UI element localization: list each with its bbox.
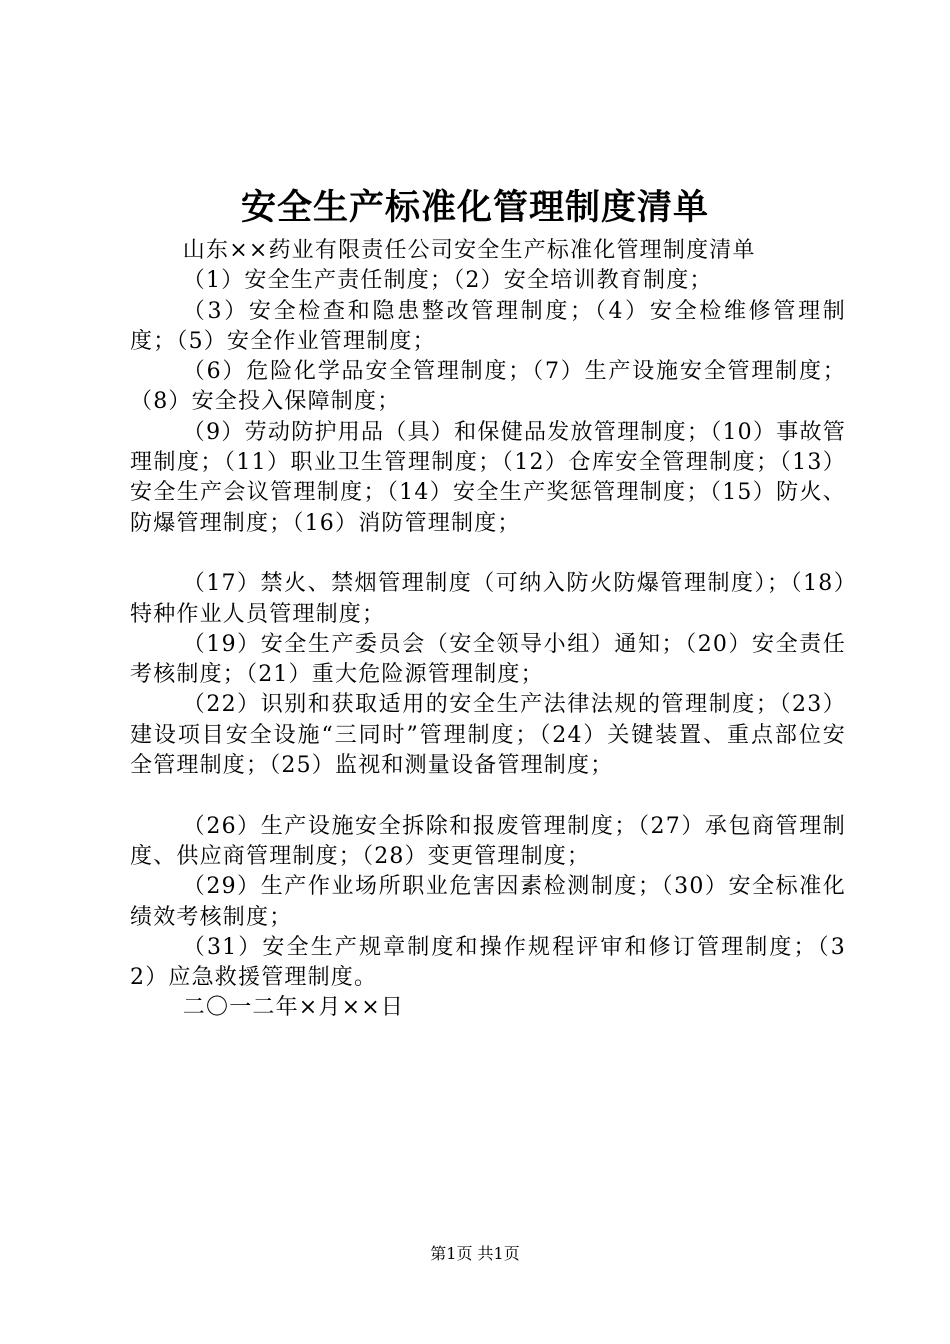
paragraph-item-17-18: （17）禁火、禁烟管理制度（可纳入防火防爆管理制度）；（18）特种作业人员管理制度；	[130, 571, 846, 627]
document-body	[130, 236, 846, 1024]
paragraph-item-6-8: （6）危险化学品安全管理制度；（7）生产设施安全管理制度；（8）安全投入保障制度；	[130, 359, 846, 415]
paragraph-item-22-25: （22）识别和获取适用的安全生产法律法规的管理制度；（23）建设项目安全设施“三同时”管理制度；（24）关键装置、重点部位安全管理制度；（25）监视和测量设备管理制度；	[130, 692, 846, 779]
paragraph-item-3-5: （3）安全检查和隐患整改管理制度；（4）安全检维修管理制度；（5）安全作业管理制度；	[130, 298, 846, 354]
paragraph-item-1-2: （1）安全生产责任制度；（2）安全培训教育制度；	[182, 268, 713, 294]
company-heading: 山东××药业有限责任公司安全生产标准化管理制度清单	[182, 238, 756, 263]
document-title: 安全生产标准化管理制度清单	[240, 188, 709, 228]
paragraph-item-9-16: （9）劳动防护用品（具）和保健品发放管理制度；（10）事故管理制度；（11）职业卫生管理制度；（12）仓库安全管理制度；（13）安全生产会议管理制度；（14）安全生产奖惩管理制度；（15）防火、防爆管理制度；（16）消防管理制度；	[130, 419, 846, 536]
paragraph-item-29-30: （29）生产作业场所职业危害因素检测制度；（30）安全标准化绩效考核制度；	[130, 874, 846, 930]
page-number-footer: 第1页 共1页	[430, 1244, 520, 1263]
paragraph-item-31-32: （31）安全生产规章制度和操作规程评审和修订管理制度；（32）应急救援管理制度。	[130, 934, 846, 991]
paragraph-item-19-21: （19）安全生产委员会（安全领导小组）通知；（20）安全责任考核制度；（21）重大危险源管理制度；	[130, 631, 846, 688]
paragraph-item-26-28: （26）生产设施安全拆除和报废管理制度；（27）承包商管理制度、供应商管理制度；（28）变更管理制度；	[130, 813, 846, 869]
document-date: 二〇一二年×月××日	[182, 995, 405, 1021]
